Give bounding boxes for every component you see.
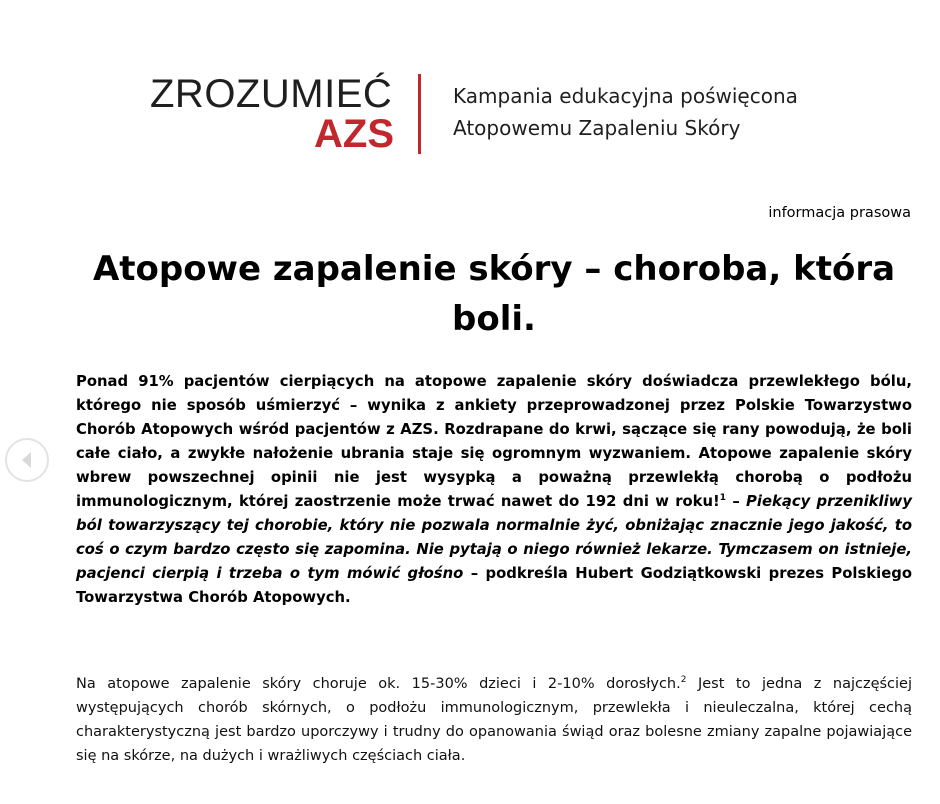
chevron-left-icon — [18, 450, 38, 470]
lead-quote: Piekący przenikliwy ból towarzyszący tej chorobie, który nie pozwala normalnie żyć, obniżając znacznie jego jakość, to coś o czym bardzo często się zapomina. Nie pytają o niego również lekarze. Tymczasem on istnieje, pacjenci cierpią i trzeba o tym mówić głośno — [76, 493, 912, 582]
footnote-ref-2: 2 — [680, 675, 687, 686]
logo-divider — [418, 74, 421, 154]
body-text-2: Jest to jedna z najczęściej występujących chorób skórnych, o podłożu immunologicznym, przewlekła i nieuleczalna, której cechą charakterystyczną jest bardzo uporczywy i trudny do opanowania świąd oraz bolesne zmiany zapalne pojawiające się na skórze, na dużych i wrażliwych częściach ciała. — [76, 676, 912, 764]
logo-tagline — [453, 80, 798, 144]
lead-text: Ponad 91% pacjentów cierpiących na atopowe zapalenie skóry doświadcza przewlekłego bólu, którego nie sposób uśmierzyć – wynika z ankiety przeprowadzonej przez Polskie Towarzystwo Chorób Atopowych wśród pacjentów z AZS. Rozdrapane do krwi, sączące się rany powodują, że boli całe ciało, a zwykłe nałożenie ubrania staje się ogromnym wyzwaniem. Atopowe zapalenie skóry wbrew powszechnej opinii nie jest wysypką a poważną przewlekłą chorobą o podłożu immunologicznym, której zaostrzenie może trwać nawet do 192 dni w roku! — [76, 373, 912, 510]
page-title: Atopowe zapalenie skóry – choroba, która boli. — [92, 249, 896, 339]
logo-tagline-line2: Atopowemu Zapaleniu Skóry — [453, 116, 741, 140]
lead-paragraph — [76, 370, 912, 610]
body-text-1: Na atopowe zapalenie skóry choruje ok. 15-30% dzieci i 2-10% dorosłych. — [76, 676, 681, 692]
logo-word-azs: AZS — [314, 112, 394, 156]
previous-page-button[interactable] — [5, 438, 49, 482]
logo-word-zrozumiec: ZROZUMIEĆ — [150, 72, 393, 116]
footnote-ref-1: 1 — [719, 493, 727, 504]
lead-attribution: – podkreśla Hubert Godziątkowski prezes Polskiego Towarzystwa Chorób Atopowych. — [76, 565, 912, 606]
logo-tagline-line1: Kampania edukacyjna poświęcona — [453, 84, 798, 108]
body-paragraph — [76, 672, 912, 768]
document-type-label: informacja prasowa — [768, 205, 911, 221]
lead-dash: – — [726, 493, 747, 510]
campaign-logo — [150, 72, 850, 156]
